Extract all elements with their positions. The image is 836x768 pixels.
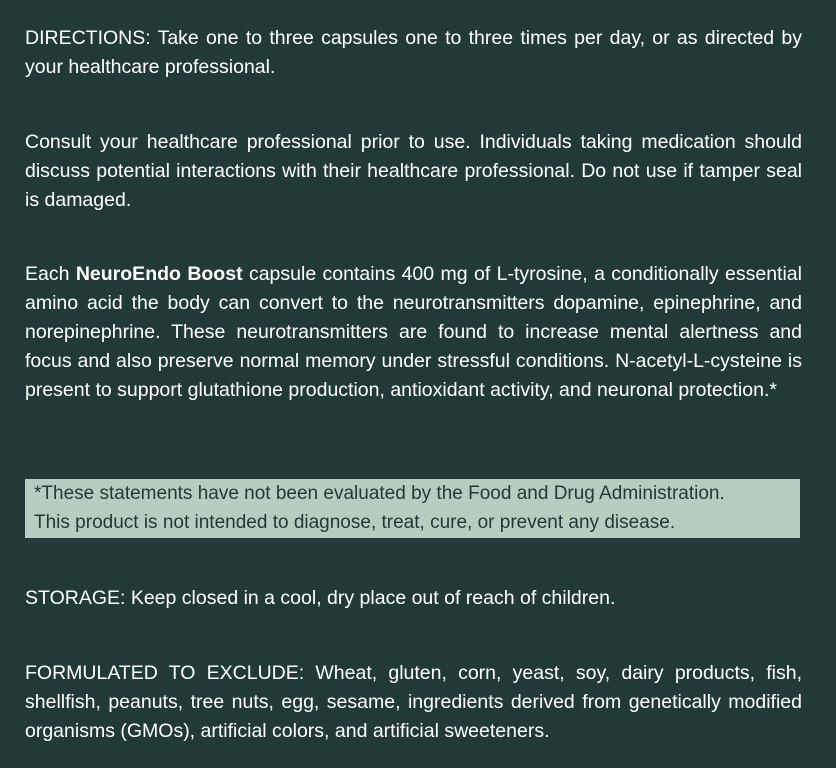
consult-text: Consult your healthcare professional prior to use. Individuals taking medication should discuss potential interactions with their healthcare professional. Do not use if tamper seal is damaged. xyxy=(25,131,802,211)
formulated-exclude-text: FORMULATED TO EXCLUDE: Wheat, gluten, corn, yeast, soy, dairy products, fish, shellfish, peanuts, tree nuts, egg, sesame, ingredients derived from genetically modified organisms (GMOs), artificial colors, and artificial sweeteners. xyxy=(25,662,802,742)
fda-disclaimer-box xyxy=(25,479,800,538)
description-prefix: Each xyxy=(25,263,76,285)
storage-text: STORAGE: Keep closed in a cool, dry place out of reach of children. xyxy=(25,587,616,609)
brand-name: NeuroEndo Boost xyxy=(75,263,243,285)
disclaimer-line-2: This product is not intended to diagnose, treat, cure, or prevent any disease. xyxy=(34,512,676,533)
directions-text: DIRECTIONS: Take one to three capsules one to three times per day, or as directed by your healthcare professional. xyxy=(25,27,802,78)
disclaimer-line-1: *These statements have not been evaluated by the Food and Drug Administration. xyxy=(34,483,725,504)
product-description xyxy=(25,260,802,405)
description-body: capsule contains 400 mg of L-tyrosine, a conditionally essential amino acid the body can convert to the neurotransmitters dopamine, epinephrine, and norepinephrine. These neurotransmitters are found to increase mental alertness and focus and also preserve normal memory under stressful conditions. N-acetyl-L-cysteine is present to support glutathione production, antioxidant activity, and neuronal protection.* xyxy=(25,263,802,401)
